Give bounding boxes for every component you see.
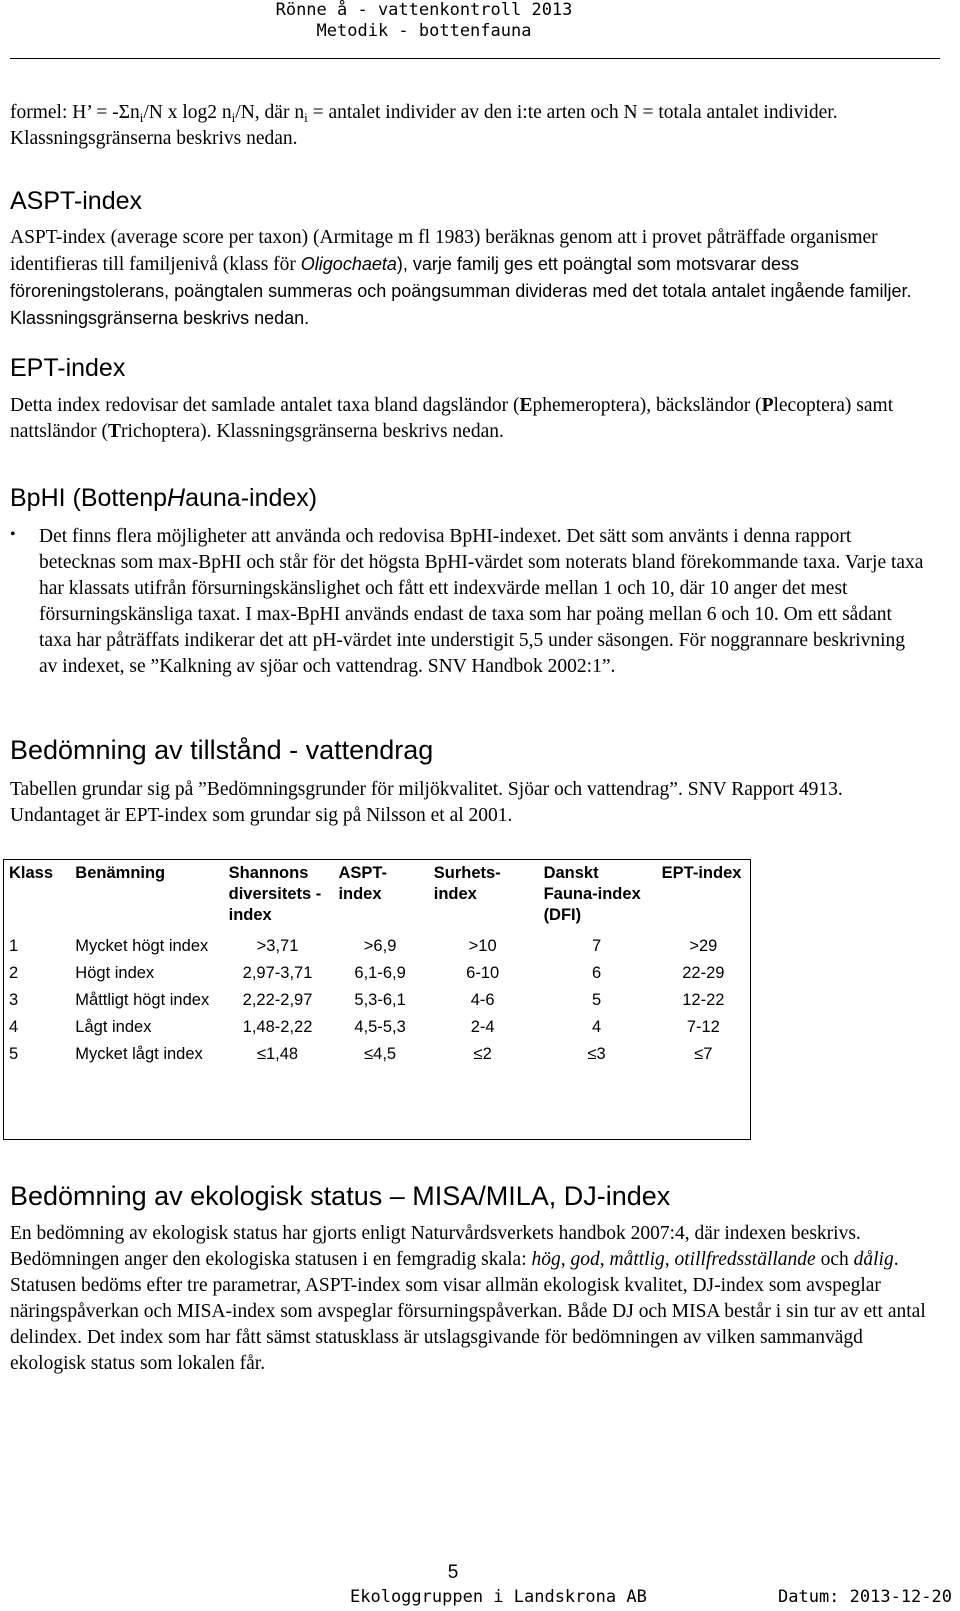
header-divider	[10, 58, 940, 59]
cell-shannon: 1,48-2,22	[242, 1018, 313, 1036]
ept-text: lecoptera) samt nattsländor (	[10, 395, 894, 442]
cell-klass: 1	[9, 937, 19, 955]
cell-ept: 7-12	[686, 1018, 720, 1036]
formula-text: formel: H’ = -Σn	[10, 102, 140, 123]
formula-text: = antalet individer av den i:te arten och N = totala antalet individer. Klassningsgränserna beskrivs nedan.	[10, 102, 838, 149]
status-term: hög	[531, 1249, 561, 1270]
ekologisk-text: ,	[664, 1249, 675, 1270]
ekologisk-text: . Statusen bedöms efter tre parametrar, ASPT-index som visar allmän ekologisk kvalitet, DJ-index som avspeglar näringspåverkan och MISA-index som avspeglar försurningspåverkan. Både DJ och MISA består i sin tur av ett antal delindex. Det index som har fått sämst statusklass är utslagsgivande för bedömningen av vilken sammanvägd ekologisk status som lokalen får.	[10, 1249, 926, 1374]
cell-aspt: >6,9	[363, 937, 397, 955]
vattendrag-heading: Bedömning av tillstånd - vattendrag	[10, 735, 434, 765]
cell-aspt: 5,3-6,1	[354, 991, 406, 1009]
ept-heading: EPT-index	[10, 354, 126, 382]
aspt-paragraph	[10, 225, 930, 332]
col-header-benamning: Benämning	[75, 864, 166, 882]
page-header	[254, 0, 594, 42]
formula-text: /N x log2 n	[143, 102, 232, 123]
cell-surhet: >10	[468, 937, 497, 955]
cell-klass: 2	[9, 964, 19, 982]
formula-text: /N, där n	[235, 102, 305, 123]
table-row	[3, 934, 751, 961]
cell-shannon: 2,97-3,71	[242, 964, 313, 982]
table-row	[3, 1015, 751, 1042]
cell-surhet: 2-4	[470, 1018, 495, 1036]
cell-klass: 5	[9, 1045, 19, 1063]
formula-subscript: i	[139, 110, 144, 125]
cell-dfi: 4	[592, 1018, 602, 1036]
formula-subscript: i	[304, 110, 308, 125]
ekologisk-text: och	[815, 1249, 854, 1270]
cell-shannon: 2,22-2,97	[242, 991, 313, 1009]
bphi-heading-italic: H	[167, 484, 186, 512]
footer-organization: Ekologgruppen i Landskrona AB	[350, 1587, 647, 1607]
table-row	[3, 988, 751, 1015]
cell-benamning: Mycket högt index	[75, 937, 209, 955]
ekologisk-heading: Bedömning av ekologisk status – MISA/MILA, DJ-index	[10, 1181, 671, 1211]
col-header-ept: EPT-index	[661, 864, 742, 882]
ept-text: phemeroptera), bäcksländor (	[532, 395, 762, 416]
cell-aspt: 4,5-5,3	[354, 1018, 406, 1036]
bphi-paragraph: Det finns flera möjligheter att använda och redovisa BpHI-indexet. Det sätt som använts i denna rapport betecknas som max-BpHI och står för det högsta BpHI-värdet som noterats bland förekommande taxa. Varje taxa har klassats utifrån försurningskänslighet och fått ett indexvärde mellan 1 och 10, där 10 anger det mest försurningskänsliga taxat. I max-BpHI används endast de taxa som har poäng mellan 6 och 10. Om ett sådant taxa har påträffats indikerar det att pH-värdet inte understigit 5,5 under säsongen. För noggrannare beskrivning av indexet, se ”Kalkning av sjöar och vattendrag. SNV Handbok 2002:1”.	[39, 526, 924, 677]
col-header-aspt: ASPT-index	[338, 864, 388, 903]
cell-dfi: 7	[592, 937, 602, 955]
cell-benamning: Mycket lågt index	[75, 1045, 203, 1063]
ept-text: Detta index redovisar det samlade antalet taxa bland dagsländor (	[10, 395, 520, 416]
ept-bold-letter: E	[519, 395, 533, 416]
aspt-heading: ASPT-index	[10, 187, 143, 215]
cell-aspt: 6,1-6,9	[354, 964, 406, 982]
cell-surhet: ≤2	[473, 1045, 492, 1063]
cell-surhet: 6-10	[466, 964, 500, 982]
cell-benamning: Lågt index	[75, 1018, 152, 1036]
cell-dfi: 6	[592, 964, 602, 982]
bullet-icon: •	[10, 526, 16, 543]
aspt-text: ), varje familj ges ett poängtal som motsvarar dess föroreningstolerans, poängtalen summeras och poängsumman divideras med det totala antalet ingående familjer. Klassningsgränserna beskrivs nedan.	[10, 254, 912, 328]
ekologisk-paragraph	[10, 1221, 930, 1377]
cell-ept: ≤7	[694, 1045, 713, 1063]
status-term: måttlig	[609, 1249, 665, 1270]
table-row	[3, 961, 751, 988]
bphi-heading-text: BpHI (Bottenp	[10, 484, 168, 512]
ept-text: richoptera). Klassningsgränserna beskrivs nedan.	[121, 421, 504, 442]
ekologisk-text: En bedömning av ekologisk status har gjorts enligt Naturvårdsverkets handbok 2007:4, där indexen beskrivs. Bedömningen anger den ekologiska statusen i en femgradig skala:	[10, 1223, 861, 1270]
cell-benamning: Högt index	[75, 964, 155, 982]
cell-dfi: ≤3	[587, 1045, 606, 1063]
ept-bold-letter: P	[761, 395, 774, 416]
ept-paragraph	[10, 393, 930, 445]
ept-bold-letter: T	[108, 421, 122, 442]
cell-ept: 22-29	[682, 964, 725, 982]
header-title: Rönne å - vattenkontroll 2013	[275, 0, 573, 20]
cell-klass: 4	[9, 1018, 19, 1036]
cell-ept: 12-22	[682, 991, 725, 1009]
status-term: dålig	[853, 1249, 894, 1270]
table-row	[3, 1042, 751, 1069]
aspt-text: ASPT-index (average score per taxon) (Armitage m fl 1983) beräknas genom att i provet påträffade organismer identifieras till familjenivå (klass för	[10, 227, 878, 275]
bphi-heading-text: auna-index)	[185, 484, 318, 512]
cell-shannon: ≤1,48	[256, 1045, 299, 1063]
col-header-shannon: Shannons diversitets -index	[228, 864, 322, 924]
footer-date: Datum: 2013-12-20	[778, 1587, 952, 1607]
cell-shannon: >3,71	[256, 937, 299, 955]
cell-benamning: Måttligt högt index	[75, 991, 210, 1009]
status-term: otillfredsställande	[674, 1249, 816, 1270]
formula-subscript: i	[231, 110, 236, 125]
ekologisk-text: ,	[599, 1249, 610, 1270]
cell-klass: 3	[9, 991, 19, 1009]
classification-table	[3, 859, 751, 1069]
table-header-row	[3, 859, 751, 934]
cell-dfi: 5	[592, 991, 602, 1009]
cell-aspt: ≤4,5	[364, 1045, 397, 1063]
formula-paragraph	[10, 100, 930, 152]
cell-surhet: 4-6	[470, 991, 495, 1009]
vattendrag-paragraph: Tabellen grundar sig på ”Bedömningsgrunder för miljökvalitet. Sjöar och vattendrag”. SNV Rapport 4913. Undantaget är EPT-index som grundar sig på Nilsson et al 2001.	[10, 779, 843, 826]
header-subtitle: Metodik - bottenfauna	[316, 21, 532, 41]
aspt-taxon-italic: Oligochaeta	[300, 254, 397, 274]
col-header-surhet: Surhets-index	[433, 864, 501, 903]
col-header-dfi: Danskt Fauna-index (DFI)	[543, 864, 641, 924]
col-header-klass: Klass	[9, 864, 54, 882]
bphi-heading	[10, 483, 317, 513]
page-number: 5	[447, 1562, 459, 1583]
ekologisk-text: ,	[560, 1249, 571, 1270]
status-term: god	[570, 1249, 600, 1270]
cell-ept: >29	[689, 937, 718, 955]
